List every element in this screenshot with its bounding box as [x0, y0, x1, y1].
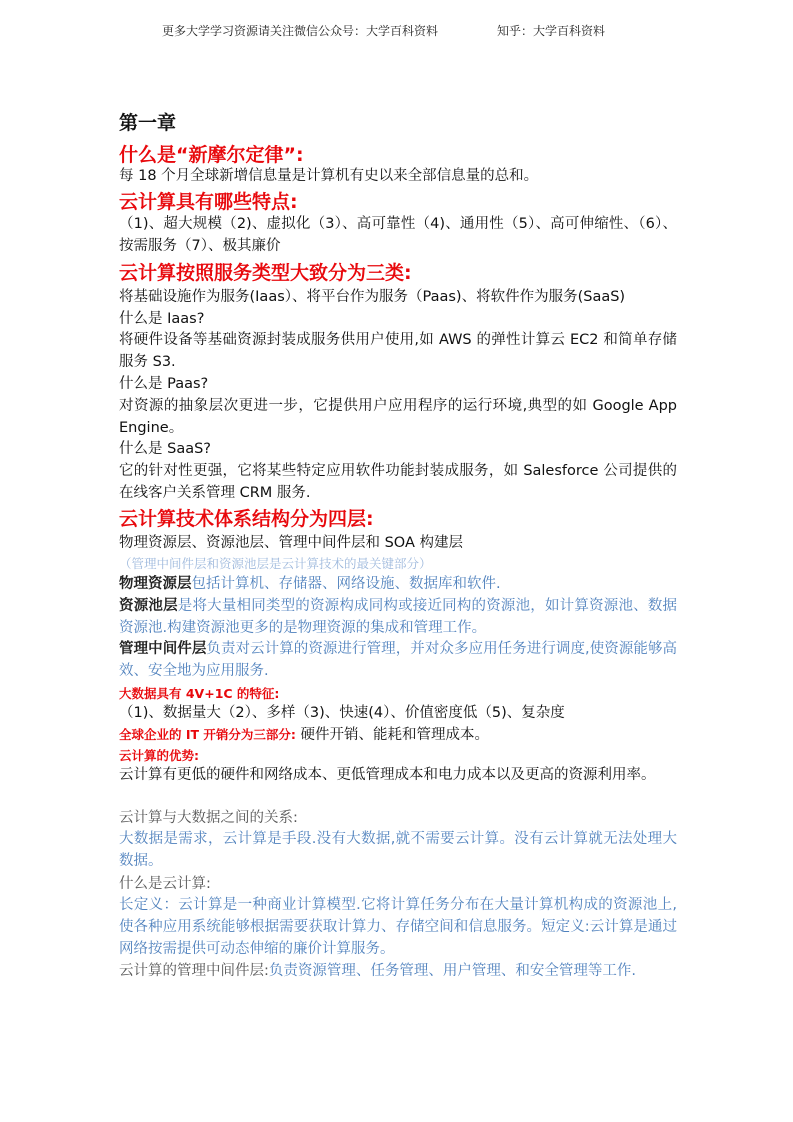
a-relation: 大数据是需求，云计算是手段.没有大数据,就不需要云计算。没有云计算就无法处理大数据。	[119, 831, 677, 869]
q-cloud: 什么是云计算:	[119, 876, 211, 892]
heading-features: 云计算具有哪些特点:	[119, 191, 298, 213]
layer-middleware	[119, 639, 677, 683]
para-moore: 每 18 个月全球新增信息量是计算机有史以来全部信息量的总和。	[119, 168, 539, 184]
term: 资源池层	[119, 598, 178, 614]
para-architecture: 物理资源层、资源池层、管理中间件层和 SOA 构建层	[119, 535, 463, 551]
term: 云计算的管理中间件层:	[119, 963, 269, 979]
desc: 负责资源管理、任务管理、用户管理、和安全管理等工作.	[268, 963, 636, 979]
layer-pool	[119, 596, 677, 640]
layer-physical	[119, 574, 677, 596]
para-advantages: 云计算有更低的硬件和网络成本、更低管理成本和电力成本以及更高的资源利用率。	[119, 767, 656, 783]
note-architecture: （管理中间件层和资源池层是云计算技术的最关键部分）	[119, 556, 432, 571]
q-paas: 什么是 Paas?	[119, 376, 209, 392]
a-cloud: 长定义：云计算是一种商业计算模型.它将计算任务分布在大量计算机构成的资源池上,使各种应用系统能够根据需要获取计算力、存储空间和信息服务。短定义:云计算是通过网络按需提供可动态伸缩的廉价计算服务。	[119, 897, 677, 957]
term: 物理资源层	[119, 576, 192, 592]
q-relation: 云计算与大数据之间的关系:	[119, 810, 298, 826]
heading-advantages: 云计算的优势:	[119, 748, 199, 763]
term: 管理中间件层	[119, 641, 207, 657]
term: 全球企业的 IT 开销分为三部分:	[119, 727, 296, 742]
para-service-types: 将基础设施作为服务(Iaas）、将平台作为服务（Paas)、将软件作为服务(SaaS)	[119, 289, 626, 305]
desc: 负责对云计算的资源进行管理，并对众多应用任务进行调度,使资源能够高效、安全地为应用服务.	[119, 641, 678, 679]
heading-moore: 什么是“新摩尔定律”:	[119, 144, 304, 166]
para-features: （1)、超大规模（2)、虚拟化（3）、高可靠性（4)、通用性（5）、高可伸缩性、（6）、按需服务（7）、极其廉价	[119, 216, 677, 254]
q-saas: 什么是 SaaS?	[119, 441, 211, 457]
desc: 是将大量相同类型的资源构成同构或接近同构的资源池，如计算资源池、数据资源池.构建资源池更多的是物理资源的集成和管理工作。	[119, 598, 678, 636]
desc: 硬件开销、能耗和管理成本。	[295, 727, 489, 743]
q-iaas: 什么是 Iaas?	[119, 311, 205, 327]
header-right: 知乎：大学百科资料	[497, 24, 606, 38]
chapter-title: 第一章	[119, 112, 177, 134]
para-bigdata: （1)、数据量大（2）、多样（3)、快速(4）、价值密度低（5)、复杂度	[119, 705, 565, 721]
heading-bigdata: 大数据具有 4V+1C 的特征:	[119, 686, 280, 701]
para-it-cost	[119, 724, 677, 747]
heading-architecture: 云计算技术体系结构分为四层:	[119, 508, 374, 530]
a-iaas: 将硬件设备等基础资源封装成服务供用户使用,如 AWS 的弹性计算云 EC2 和简单存储服务 S3.	[119, 332, 677, 370]
header-left: 更多大学学习资源请关注微信公众号：大学百科资料	[162, 24, 439, 38]
para-middleware	[119, 961, 677, 983]
a-saas: 它的针对性更强，它将某些特定应用软件功能封装成服务，如 Salesforce 公司提供的在线客户关系管理 CRM 服务.	[119, 463, 677, 501]
a-paas: 对资源的抽象层次更进一步，它提供用户应用程序的运行环境,典型的如 Google App Engine。	[119, 398, 677, 436]
heading-service-types: 云计算按照服务类型大致分为三类:	[119, 262, 412, 284]
desc: 包括计算机、存储器、网络设施、数据库和软件.	[191, 576, 501, 592]
